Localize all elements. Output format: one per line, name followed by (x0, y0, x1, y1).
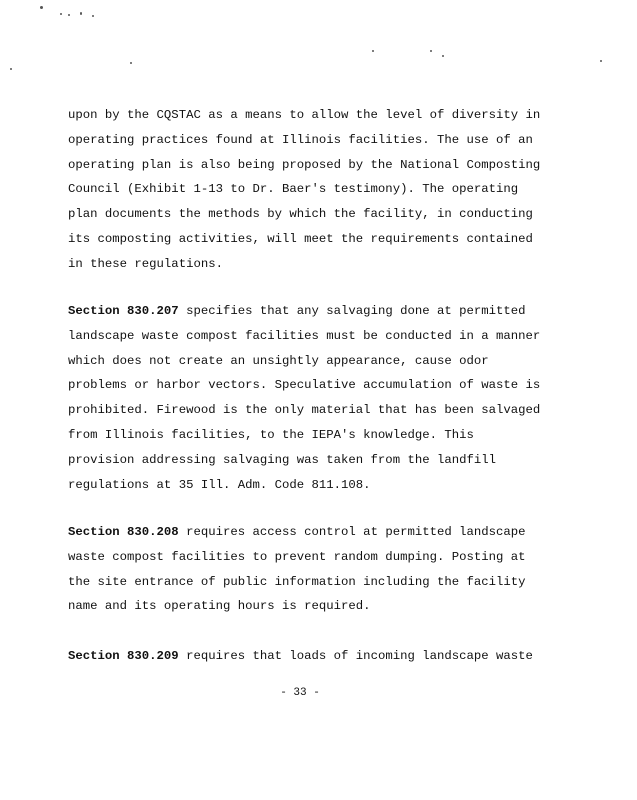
text-line: its composting activities, will meet the requirements contained (68, 231, 533, 246)
text-line: Council (Exhibit 1-13 to Dr. Baer's testimony). The operating (68, 182, 519, 197)
text-line: which does not create an unsightly appearance, cause odor (68, 353, 489, 368)
scan-speck (442, 55, 444, 57)
text-fragment: requires that loads of incoming landscape waste (178, 649, 533, 663)
scan-speck (130, 62, 132, 64)
text-line: problems or harbor vectors. Speculative accumulation of waste is (68, 378, 541, 393)
page-number: - 33 - (280, 687, 320, 699)
text-line: in these regulations. (68, 256, 223, 271)
text-line: from Illinois facilities, to the IEPA's knowledge. This (68, 427, 474, 442)
text-line: upon by the CQSTAC as a means to allow the level of diversity in (68, 108, 541, 122)
text-line: operating plan is also being proposed by the National Composting (68, 157, 541, 172)
text-line: name and its operating hours is required. (68, 599, 371, 614)
section-label: Section 830.207 (68, 304, 179, 318)
text-line (68, 644, 568, 669)
text-line: regulations at 35 Ill. Adm. Code 811.108. (68, 477, 371, 492)
scan-speck (40, 6, 43, 9)
paragraph-section-830-208 (68, 520, 568, 619)
paragraph-operating-plan (68, 103, 568, 277)
text-fragment: specifies that any salvaging done at permitted (178, 304, 526, 318)
paragraph-section-830-209 (68, 644, 568, 669)
text-line: prohibited. Firewood is the only material that has been salvaged (68, 403, 541, 418)
scan-speck (92, 15, 94, 17)
text-line: plan documents the methods by which the facility, in conducting (68, 207, 533, 222)
paragraph-section-830-207 (68, 299, 568, 497)
section-label: Section 830.208 (68, 525, 179, 539)
text-fragment: requires access control at permitted landscape (178, 525, 526, 539)
text-line (68, 520, 568, 545)
text-line: landscape waste compost facilities must be conducted in a manner (68, 328, 541, 343)
text-line: the site entrance of public information including the facility (68, 574, 526, 589)
text-line (68, 299, 568, 324)
section-label: Section 830.209 (68, 649, 179, 663)
text-line: waste compost facilities to prevent random dumping. Posting at (68, 549, 526, 564)
text-line: operating practices found at Illinois facilities. The use of an (68, 132, 533, 147)
scan-speck (68, 14, 70, 16)
scan-speck (80, 12, 82, 15)
scan-speck (430, 50, 432, 52)
text-line: provision addressing salvaging was taken from the landfill (68, 452, 497, 467)
scan-speck (60, 13, 62, 15)
scan-speck (600, 60, 602, 62)
scan-speck (372, 50, 374, 52)
scan-speck (10, 68, 12, 70)
